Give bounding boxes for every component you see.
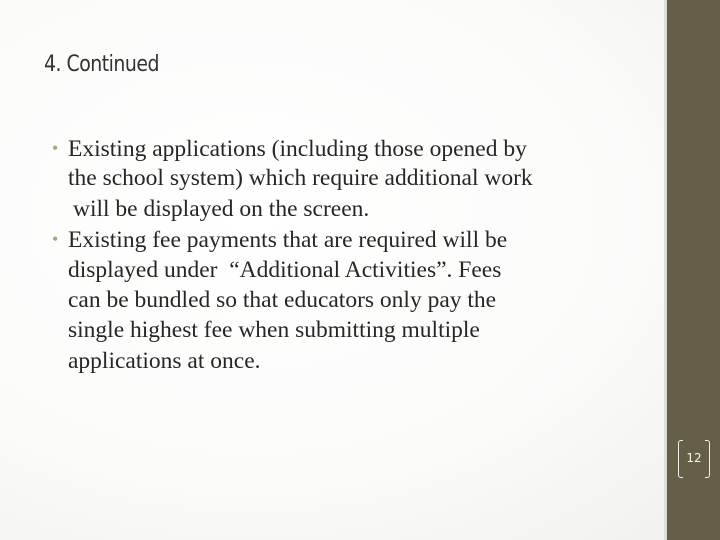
bullet-line: displayed under “Additional Activities”. Fees (68, 256, 502, 283)
bullet-item-2 (52, 224, 642, 376)
bullet-line: single highest fee when submitting multiple (68, 317, 480, 344)
bullet-item-1 (52, 133, 642, 224)
slide-title: 4. Continued (44, 52, 159, 77)
bullet-line: will be displayed on the screen. (73, 195, 370, 222)
bullet-text: Existing applications (including those opened by (68, 136, 527, 162)
bullet-icon: • (52, 229, 59, 250)
bullet-text: Existing fee payments that are required will be (68, 227, 508, 254)
page-number-badge (676, 440, 712, 478)
bullet-line: applications at once. (68, 347, 261, 374)
bullet-line: the school system) which require additional work (68, 165, 533, 192)
page-number: 12 (686, 451, 702, 465)
bullet-line: can be bundled so that educators only pay the (68, 286, 497, 313)
bullet-line (52, 133, 642, 163)
bullet-line (52, 224, 642, 254)
slide-body (52, 133, 642, 376)
bullet-icon: • (52, 138, 59, 158)
